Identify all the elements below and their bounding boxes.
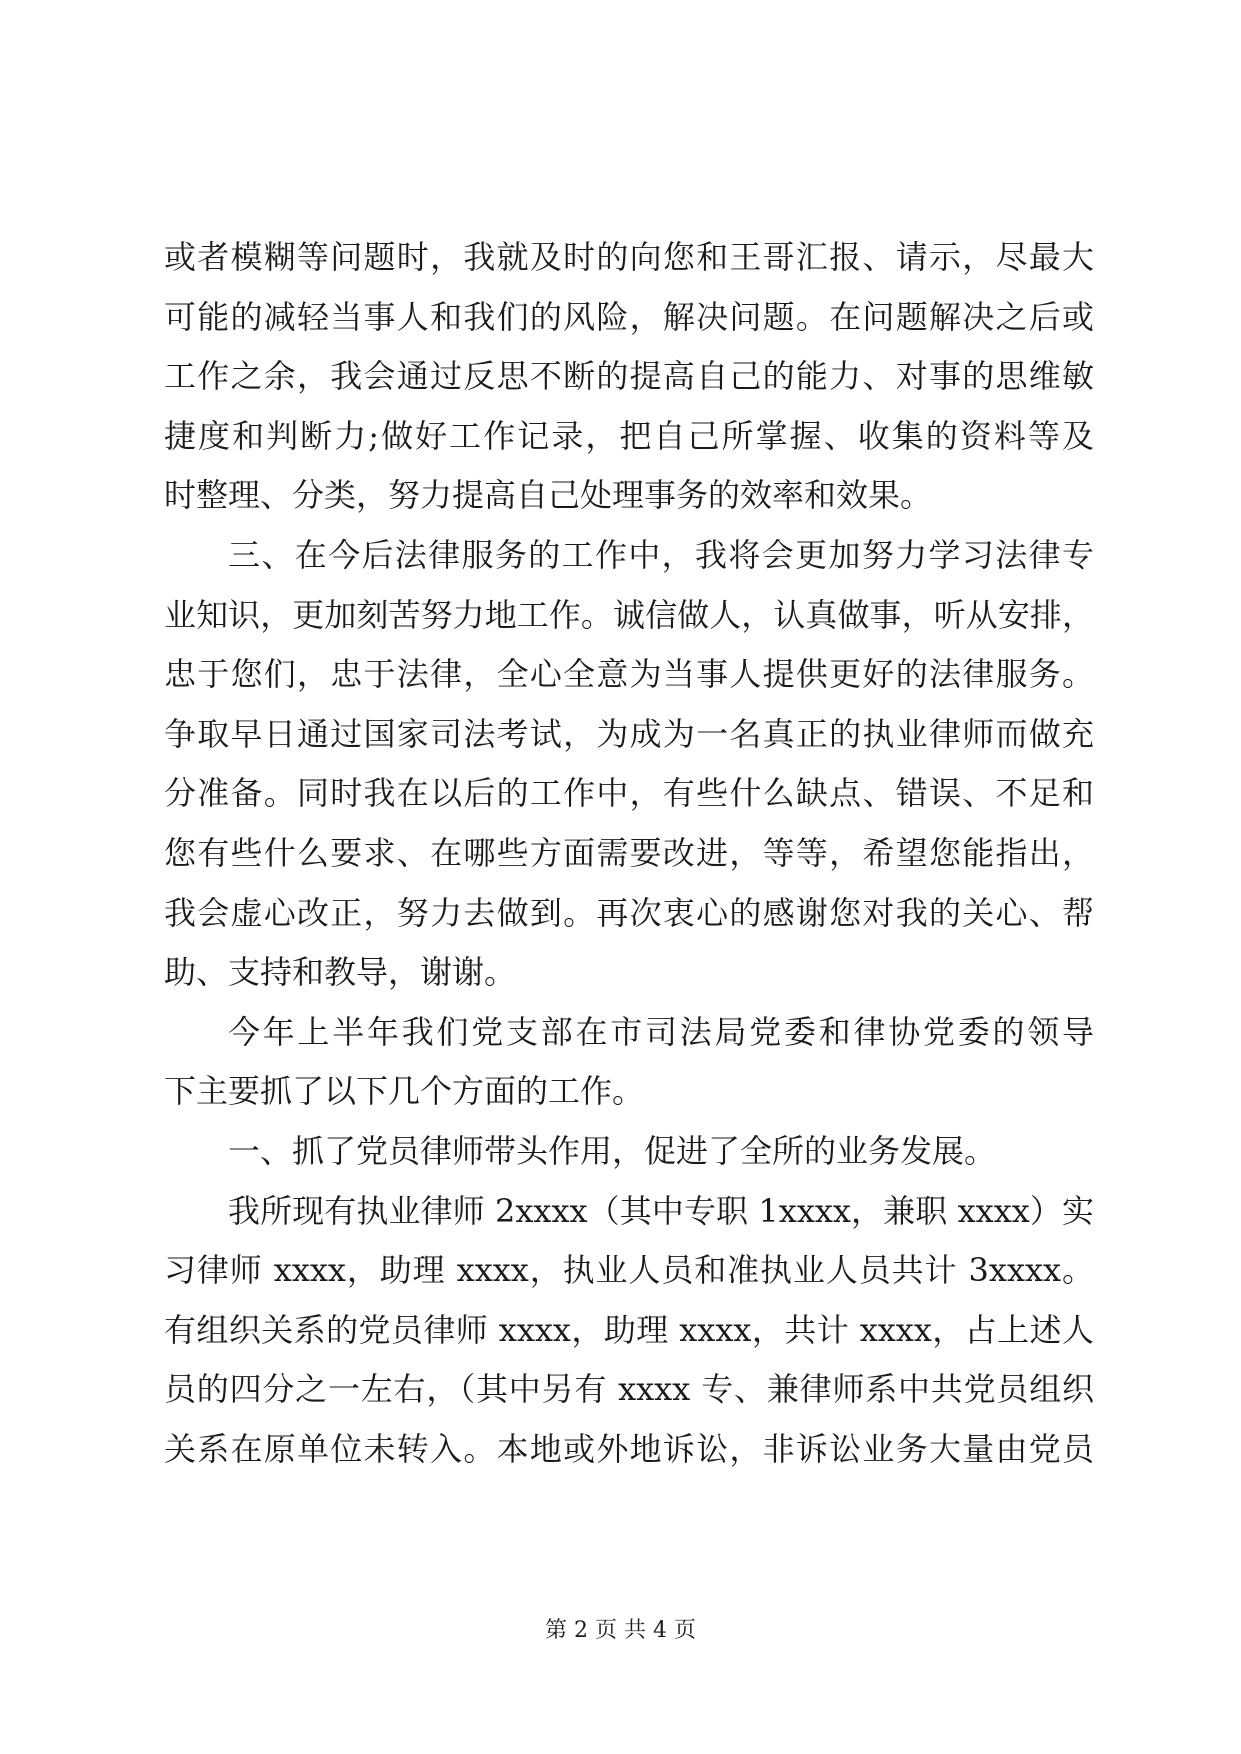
paragraph-first-line: 三、在今后法律服务的工作中，我将会更加努力学习法律专 [228,535,1094,574]
text-line: 业知识，更加刻苦努力地工作。诚信做人，认真做事，听从安排， [164,595,1094,634]
text-line: 助、支持和教导，谢谢。 [164,953,517,992]
paragraph-first-line: 一、抓了党员律师带头作用，促进了全所的业务发展。 [228,1131,997,1170]
text-line: 关系在原单位未转入。本地或外地诉讼，非诉讼业务大量由党员 [164,1429,1094,1468]
text-line: 您有些什么要求、在哪些方面需要改进，等等，希望您能指出， [164,833,1094,872]
text-line: 习律师 xxxx，助理 xxxx，执业人员和准执业人员共计 3xxxx。 [164,1251,1094,1290]
text-line: 分准备。同时我在以后的工作中，有些什么缺点、错误、不足和 [164,774,1094,813]
text-line: 下主要抓了以下几个方面的工作。 [164,1072,645,1111]
text-line: 或者模糊等问题时，我就及时的向您和王哥汇报、请示，尽最大 [164,238,1094,276]
text-line: 有组织关系的党员律师 xxxx，助理 xxxx，共计 xxxx，占上述人 [164,1310,1094,1349]
text-line: 忠于您们，忠于法律，全心全意为当事人提供更好的法律服务。 [164,655,1094,694]
paragraph-first-line: 今年上半年我们党支部在市司法局党委和律协党委的领导 [228,1012,1094,1051]
text-line: 员的四分之一左右，（其中另有 xxxx 专、兼律师系中共党员组织 [164,1370,1094,1409]
text-line: 争取早日通过国家司法考试，为成为一名真正的执业律师而做充 [164,714,1094,753]
text-line: 时整理、分类，努力提高自己处理事务的效率和效果。 [164,476,933,515]
text-line: 可能的减轻当事人和我们的风险，解决问题。在问题解决之后或 [164,297,1094,336]
page-number: 第 2 页 共 4 页 [545,1618,696,1643]
text-line: 捷度和判断力;做好工作记录，把自己所掌握、收集的资料等及 [164,416,1094,455]
paragraph-first-line: 我所现有执业律师 2xxxx（其中专职 1xxxx，兼职 xxxx）实 [228,1191,1094,1230]
text-line: 工作之余，我会通过反思不断的提高自己的能力、对事的思维敏 [164,357,1094,396]
text-line: 我会虚心改正，努力去做到。再次衷心的感谢您对我的关心、帮 [164,893,1094,932]
document-body [164,228,1094,1479]
